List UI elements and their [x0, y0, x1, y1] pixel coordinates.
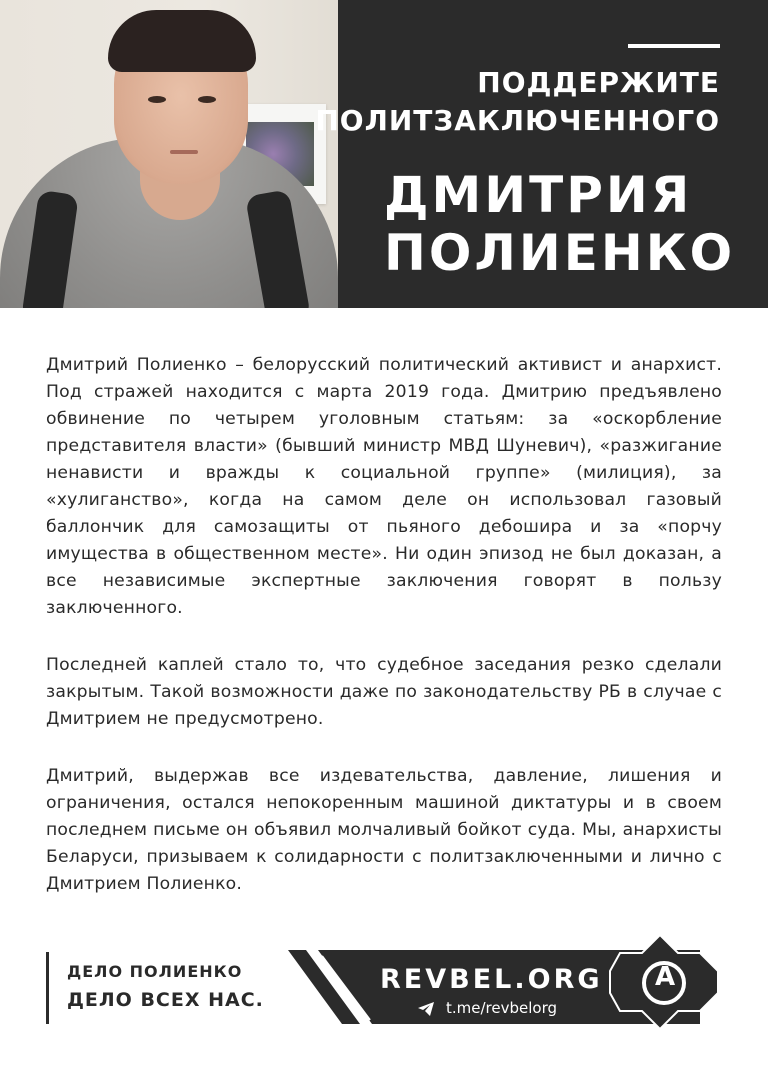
telegram-link[interactable]: t.me/revbelorg	[446, 999, 558, 1017]
telegram-icon	[418, 1002, 434, 1016]
anarchy-letter: A	[654, 962, 676, 992]
slogan-line1: ДЕЛО ПОЛИЕНКО	[67, 962, 243, 981]
header-kicker-line2: ПОЛИТЗАКЛЮЧЕННОГО	[315, 104, 720, 137]
header-name-line1: ДМИТРИЯ	[384, 166, 693, 224]
paragraph-3: Дмитрий, выдержав все издевательства, давление, лишения и ограничения, остался непокоренным машиной диктатуры и в своем последнем письме он объявил молчаливый бойкот суда. Мы, анархисты Беларуси, призываем к солидарности с политзаключенными и лично с Дмитрием Полиенко.	[46, 766, 722, 894]
paragraph-2: Последней каплей стало то, что судебное заседания резко сделали закрытым. Такой возможности даже по законодательству РБ в случае с Дмитрием не предусмотрено.	[46, 655, 722, 729]
slogan-line2: ДЕЛО ВСЕХ НАС.	[67, 989, 264, 1011]
paragraph-1: Дмитрий Полиенко – белорусский политический активист и анархист. Под стражей находится с марта 2019 года. Дмитрию предъявлено обвинение по четырем уголовным статьям: за «оскорбление представителя власти» (бывший министр МВД Шуневич), «разжигание ненависти и вражды к социальной группе» (милиция), за «хулиганство», когда на самом деле он использовал газовый баллончик для самозащиты от пьяного дебошира и за «порчу имущества в общественном месте». Ни один эпизод не был доказан, а все независимые экспертные заключения говорят в пользу заключенного.	[46, 355, 722, 618]
header-kicker-line1: ПОДДЕРЖИТЕ	[477, 66, 720, 99]
header-name-line2: ПОЛИЕНКО	[384, 224, 736, 282]
site-url[interactable]: REVBEL.ORG	[380, 964, 603, 995]
